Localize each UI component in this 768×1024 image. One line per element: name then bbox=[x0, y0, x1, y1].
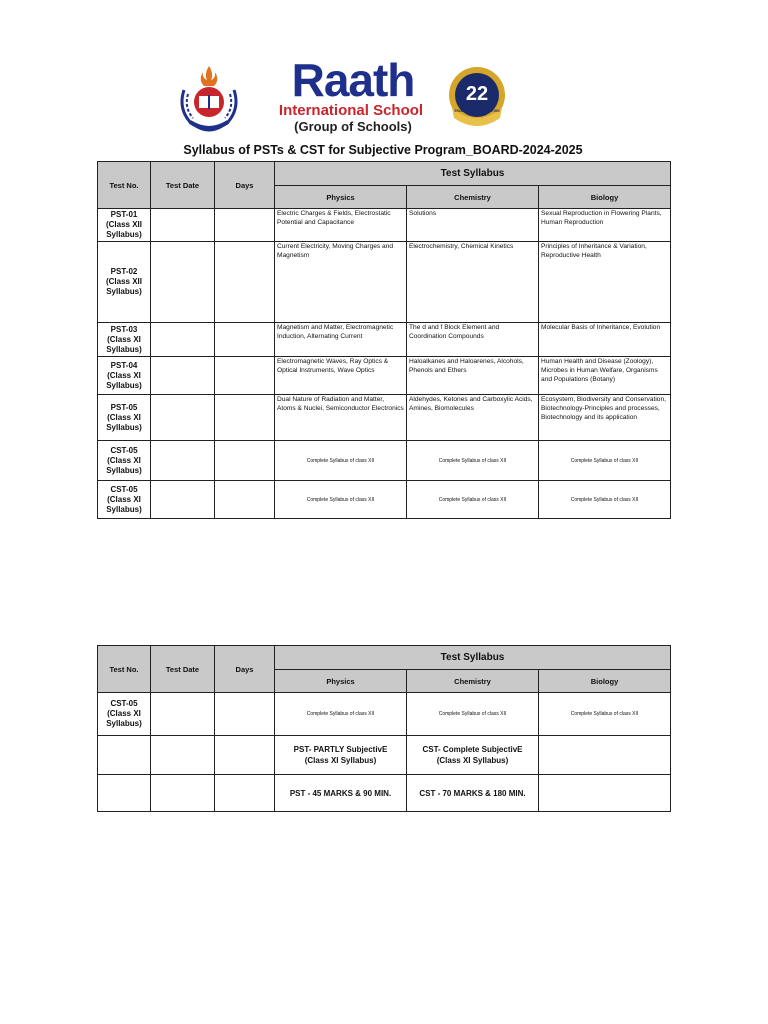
test-date-cell[interactable] bbox=[151, 209, 215, 242]
header-test-no: Test No. bbox=[98, 162, 151, 209]
chemistry-cell: Aldehydes, Ketones and Carboxylic Acids, Amines, Biomolecules bbox=[407, 395, 539, 441]
header-test-syllabus: Test Syllabus bbox=[275, 162, 671, 186]
table-row bbox=[98, 323, 671, 357]
physics-cell: Electromagnetic Waves, Ray Optics & Optical Instruments, Wave Optics bbox=[275, 357, 407, 395]
biology-cell: Principles of Inheritance & Variation, Reproductive Health bbox=[539, 242, 671, 323]
header-days: Days bbox=[215, 646, 275, 693]
syllabus-table-1 bbox=[97, 161, 671, 519]
test-no-cell: CST-05 (Class XI Syllabus) bbox=[98, 441, 151, 481]
cst-marks-cell: CST - 70 MARKS & 180 MIN. bbox=[407, 775, 539, 812]
biology-cell bbox=[539, 775, 671, 812]
header-days: Days bbox=[215, 162, 275, 209]
physics-cell: Complete Syllabus of class XII bbox=[275, 481, 407, 519]
test-date-cell[interactable] bbox=[151, 395, 215, 441]
biology-cell: Ecosystem, Biodiversity and Conservation, Biotechnology-Principles and processes, Biotechnology and its application bbox=[539, 395, 671, 441]
test-no-cell bbox=[98, 775, 151, 812]
table-row bbox=[98, 395, 671, 441]
table-row bbox=[98, 357, 671, 395]
header-test-date: Test Date bbox=[151, 162, 215, 209]
header-physics: Physics bbox=[275, 186, 407, 209]
test-date-cell[interactable] bbox=[151, 481, 215, 519]
chemistry-cell: The d and f Block Element and Coordination Compounds bbox=[407, 323, 539, 357]
physics-cell: Complete Syllabus of class XII bbox=[275, 693, 407, 736]
document-title: Syllabus of PSTs & CST for Subjective Program_BOARD-2024-2025 bbox=[183, 143, 583, 157]
test-no-cell: CST-05 (Class XI Syllabus) bbox=[98, 693, 151, 736]
physics-cell: Dual Nature of Radiation and Matter, Atoms & Nuclei, Semiconductor Electronics bbox=[275, 395, 407, 441]
chemistry-cell: Haloalkanes and Haloarenes, Alcohols, Phenols and Ethers bbox=[407, 357, 539, 395]
physics-cell: Electric Charges & Fields, Electrostatic Potential and Capacitance bbox=[275, 209, 407, 242]
brand-text bbox=[274, 54, 432, 134]
physics-cell: Complete Syllabus of class XII bbox=[275, 441, 407, 481]
days-cell[interactable] bbox=[215, 242, 275, 323]
syllabus-table-2 bbox=[97, 645, 671, 812]
test-date-cell[interactable] bbox=[151, 242, 215, 323]
header-physics: Physics bbox=[275, 670, 407, 693]
test-date-cell[interactable] bbox=[151, 441, 215, 481]
header-biology: Biology bbox=[539, 670, 671, 693]
biology-cell: Sexual Reproduction in Flowering Plants, Human Reproduction bbox=[539, 209, 671, 242]
days-cell[interactable] bbox=[215, 395, 275, 441]
biology-cell bbox=[539, 736, 671, 775]
school-crest-icon bbox=[176, 60, 242, 132]
days-cell[interactable] bbox=[215, 357, 275, 395]
table-row bbox=[98, 775, 671, 812]
test-date-cell[interactable] bbox=[151, 323, 215, 357]
days-cell[interactable] bbox=[215, 323, 275, 357]
pst-type-cell: PST- PARTLY SubjectivE (Class XI Syllabus) bbox=[275, 736, 407, 775]
physics-cell: Current Electricity, Moving Charges and Magnetism bbox=[275, 242, 407, 323]
table-row bbox=[98, 209, 671, 242]
header-test-date: Test Date bbox=[151, 646, 215, 693]
biology-cell: Complete Syllabus of class XII bbox=[539, 481, 671, 519]
test-no-cell: PST-03 (Class XI Syllabus) bbox=[98, 323, 151, 357]
chemistry-cell: Complete Syllabus of class XII bbox=[407, 481, 539, 519]
chemistry-cell: Electrochemistry, Chemical Kinetics bbox=[407, 242, 539, 323]
pst-marks-cell: PST - 45 MARKS & 90 MIN. bbox=[275, 775, 407, 812]
test-date-cell[interactable] bbox=[151, 736, 215, 775]
test-no-cell: PST-04 (Class XI Syllabus) bbox=[98, 357, 151, 395]
test-no-cell bbox=[98, 736, 151, 775]
biology-cell: Complete Syllabus of class XII bbox=[539, 693, 671, 736]
days-cell[interactable] bbox=[215, 481, 275, 519]
header-test-syllabus: Test Syllabus bbox=[275, 646, 671, 670]
test-no-cell: PST-05 (Class XI Syllabus) bbox=[98, 395, 151, 441]
days-cell[interactable] bbox=[215, 775, 275, 812]
biology-cell: Molecular Basis of Inheritance, Evolution bbox=[539, 323, 671, 357]
table-row bbox=[98, 242, 671, 323]
test-no-cell: PST-02 (Class XII Syllabus) bbox=[98, 242, 151, 323]
table-row bbox=[98, 736, 671, 775]
days-cell[interactable] bbox=[215, 736, 275, 775]
test-date-cell[interactable] bbox=[151, 775, 215, 812]
header-chemistry: Chemistry bbox=[407, 670, 539, 693]
chemistry-cell: Complete Syllabus of class XII bbox=[407, 693, 539, 736]
test-date-cell[interactable] bbox=[151, 693, 215, 736]
anniversary-badge-icon bbox=[446, 62, 508, 132]
days-cell[interactable] bbox=[215, 209, 275, 242]
biology-cell: Complete Syllabus of class XII bbox=[539, 441, 671, 481]
test-no-cell: CST-05 (Class XI Syllabus) bbox=[98, 481, 151, 519]
badge-number: 22 bbox=[465, 83, 489, 105]
header-test-no: Test No. bbox=[98, 646, 151, 693]
chemistry-cell: Solutions bbox=[407, 209, 539, 242]
cst-type-cell: CST- Complete SubjectivE (Class XI Syllabus) bbox=[407, 736, 539, 775]
brand-group: (Group of Schools) bbox=[294, 119, 412, 134]
test-no-cell: PST-01 (Class XII Syllabus) bbox=[98, 209, 151, 242]
header-biology: Biology bbox=[539, 186, 671, 209]
table-row bbox=[98, 481, 671, 519]
school-logo bbox=[176, 54, 510, 136]
days-cell[interactable] bbox=[215, 441, 275, 481]
header-chemistry: Chemistry bbox=[407, 186, 539, 209]
test-date-cell[interactable] bbox=[151, 357, 215, 395]
physics-cell: Magnetism and Matter, Electromagnetic Induction, Alternating Current bbox=[275, 323, 407, 357]
brand-name: Raath bbox=[291, 54, 415, 106]
chemistry-cell: Complete Syllabus of class XII bbox=[407, 441, 539, 481]
badge-text: EXCELLENCE IN EDUCATION bbox=[454, 109, 500, 113]
table-row bbox=[98, 693, 671, 736]
biology-cell: Human Health and Disease (Zoology), Microbes in Human Welfare, Organisms and Populations (Botany) bbox=[539, 357, 671, 395]
days-cell[interactable] bbox=[215, 693, 275, 736]
brand-subtitle: International School bbox=[278, 102, 424, 119]
table-row bbox=[98, 441, 671, 481]
